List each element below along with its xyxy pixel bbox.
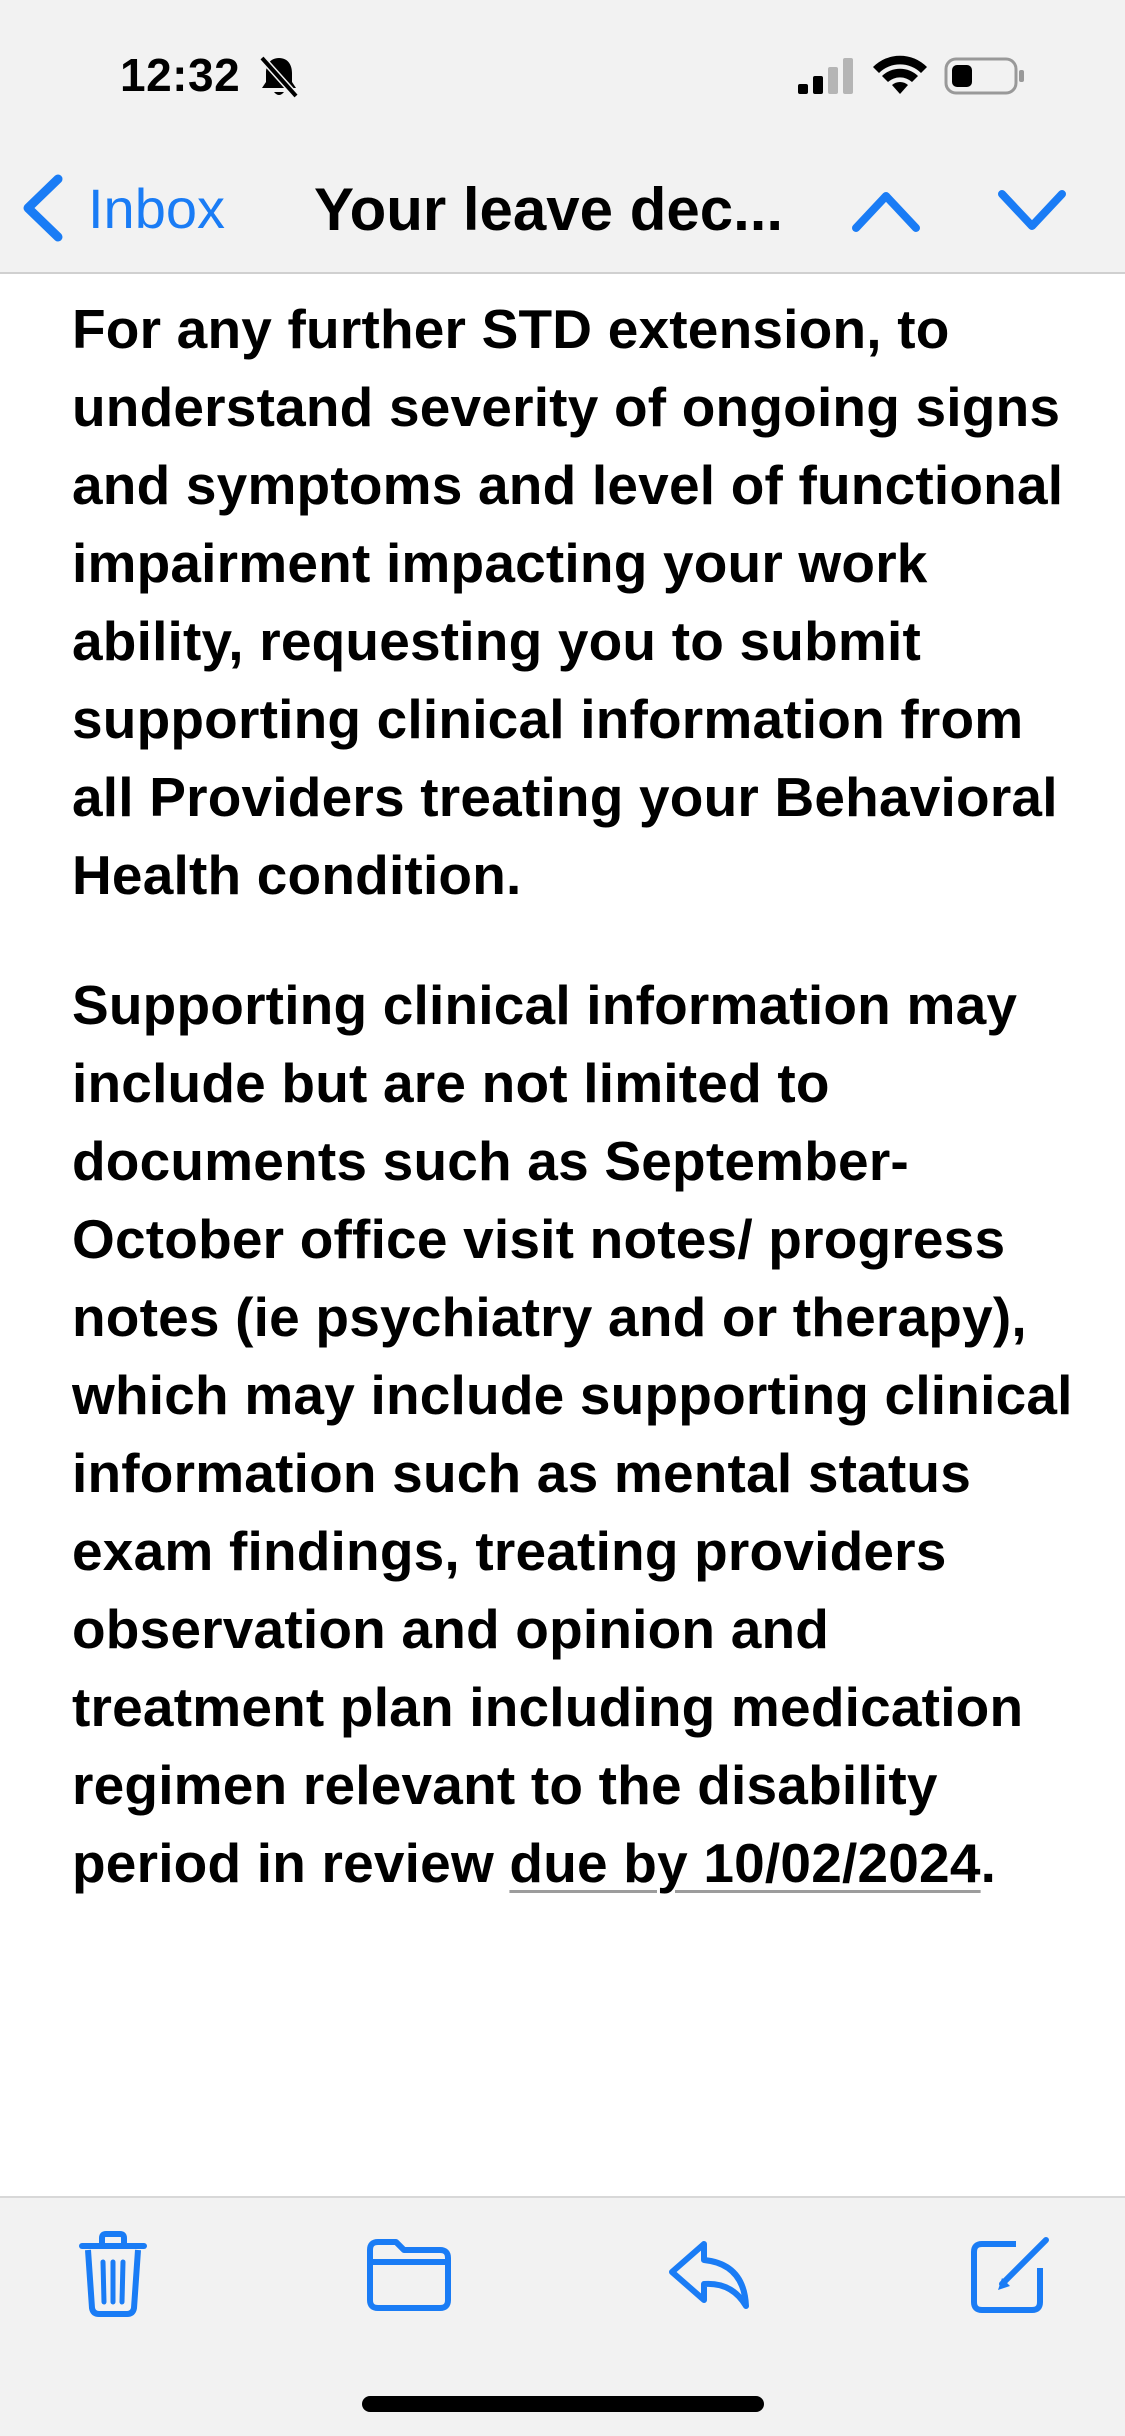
due-date-link[interactable]: due by 10/02/2024 — [509, 1832, 981, 1894]
email-paragraph-2-text: Supporting clinical information may include but are not limited to documents such as September-October office visit notes/ progress notes (ie psychiatry and or therapy), which may include supporting clinical information such as mental status exam findings, treating providers observation and opinion and treatment plan including medication regimen relevant to the disability period in review — [72, 974, 1073, 1894]
chevron-down-icon[interactable] — [996, 180, 1068, 240]
cellular-signal-icon — [796, 58, 856, 94]
reply-button[interactable] — [664, 2228, 754, 2318]
battery-icon — [944, 56, 1026, 96]
wifi-icon — [872, 54, 928, 96]
status-time: 12:32 — [120, 49, 241, 101]
back-label: Inbox — [88, 176, 225, 240]
email-body — [72, 290, 1082, 2190]
trash-button[interactable] — [68, 2228, 158, 2318]
email-paragraph-1: For any further STD extension, to understand severity of ongoing signs and symptoms and level of functional impairment impacting your work ability, requesting you to submit supporting clinical information from all Providers treating your Behavioral Health condition. — [72, 298, 1064, 906]
home-indicator[interactable] — [362, 2396, 764, 2412]
chevron-left-icon — [20, 173, 66, 243]
status-bar — [0, 0, 1125, 150]
reply-icon — [664, 2228, 754, 2318]
folder-icon — [364, 2228, 454, 2318]
bell-slash-icon — [258, 54, 300, 100]
nav-bar — [0, 150, 1125, 274]
message-title: Your leave dec... — [314, 176, 784, 243]
email-paragraph-2-end: . — [980, 1832, 997, 1894]
compose-button[interactable] — [966, 2228, 1056, 2318]
email-paragraph-2 — [72, 966, 1082, 1902]
compose-icon — [966, 2228, 1056, 2318]
chevron-up-icon[interactable] — [850, 180, 922, 240]
trash-icon — [68, 2228, 158, 2318]
back-button[interactable] — [20, 168, 225, 248]
move-to-folder-button[interactable] — [364, 2228, 454, 2318]
